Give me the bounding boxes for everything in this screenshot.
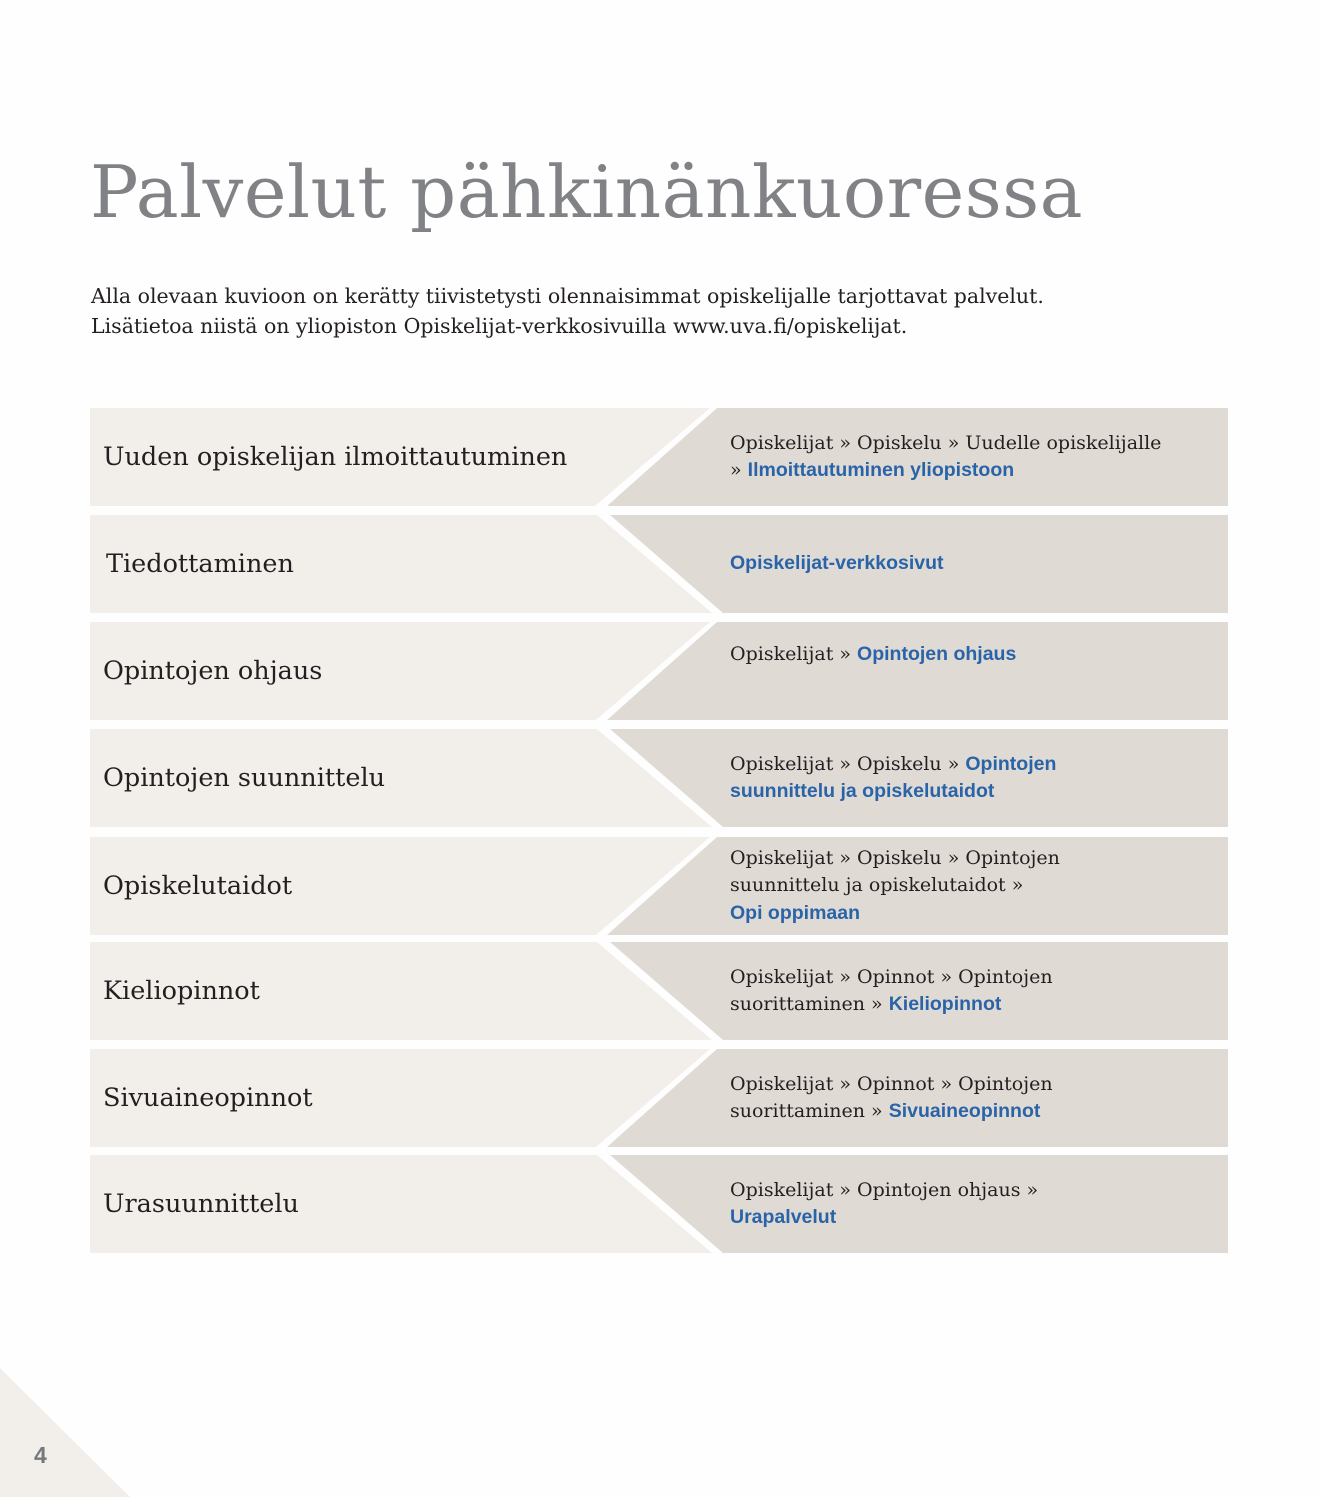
service-row [90,1049,1228,1147]
services-diagram [90,408,1228,1253]
corner-decoration [0,1368,130,1497]
service-link[interactable]: Sivuaineopinnot [888,1100,1041,1122]
service-path [730,729,1220,827]
service-row [90,942,1228,1040]
path-text: Opiskelijat » Opiskelu » [730,752,966,775]
service-path [730,837,1220,935]
service-link[interactable]: Urapalvelut [730,1206,837,1228]
intro-paragraph [91,281,1241,341]
service-topic: Uuden opiskelijan ilmoittautuminen [103,442,568,472]
service-row [90,515,1228,613]
service-path [730,622,1220,720]
service-path [730,1155,1220,1253]
service-path [730,515,1220,613]
service-link[interactable]: Opintojen [965,752,1057,775]
service-link[interactable]: Ilmoittautuminen yliopistoon [747,459,1015,481]
page-number: 4 [34,1442,47,1468]
service-topic: Opintojen ohjaus [103,656,323,686]
service-link[interactable]: Opiskelijat-verkkosivut [730,552,944,575]
service-row [90,837,1228,935]
service-topic: Opiskelutaidot [103,871,293,901]
service-row [90,1155,1228,1253]
service-path [730,1049,1220,1147]
service-link[interactable]: Kieliopinnot [888,993,1002,1015]
service-link[interactable]: suunnittelu ja opiskelutaidot [730,780,995,802]
page-title: Palvelut pähkinänkuoressa [90,150,1084,234]
service-link[interactable]: Opi oppimaan [730,901,861,924]
path-text: Opiskelijat » Opiskelu » Opintojen [730,846,1060,869]
service-path [730,942,1220,1040]
path-text: Opiskelijat » Opinnot » Opintojen [730,965,1053,988]
intro-line-2: Lisätietoa niistä on yliopiston Opiskelijat-verkkosivuilla www.uva.fi/opiskelijat. [91,314,908,338]
path-text: suorittaminen » [730,1100,889,1122]
service-topic: Sivuaineopinnot [103,1083,313,1113]
service-row [90,408,1228,506]
path-text: » [730,459,748,481]
service-topic: Urasuunnittelu [103,1189,299,1219]
path-text: Opiskelijat » [730,643,858,665]
path-text: Opiskelijat » Opintojen ohjaus » [730,1178,1039,1201]
service-path [730,408,1220,506]
service-link[interactable]: Opintojen ohjaus [857,643,1017,665]
service-row [90,622,1228,720]
path-text: Opiskelijat » Opiskelu » Uudelle opiskelijalle [730,431,1162,454]
service-row [90,729,1228,827]
service-topic: Tiedottaminen [106,549,294,579]
path-text: suorittaminen » [730,993,889,1015]
intro-line-1: Alla olevaan kuvioon on kerätty tiivistetysti olennaisimmat opiskelijalle tarjottavat palvelut. [91,284,1044,308]
path-text: Opiskelijat » Opinnot » Opintojen [730,1072,1053,1095]
service-topic: Opintojen suunnittelu [103,763,386,793]
service-topic: Kieliopinnot [103,976,260,1006]
path-text: suunnittelu ja opiskelutaidot » [730,874,1024,897]
